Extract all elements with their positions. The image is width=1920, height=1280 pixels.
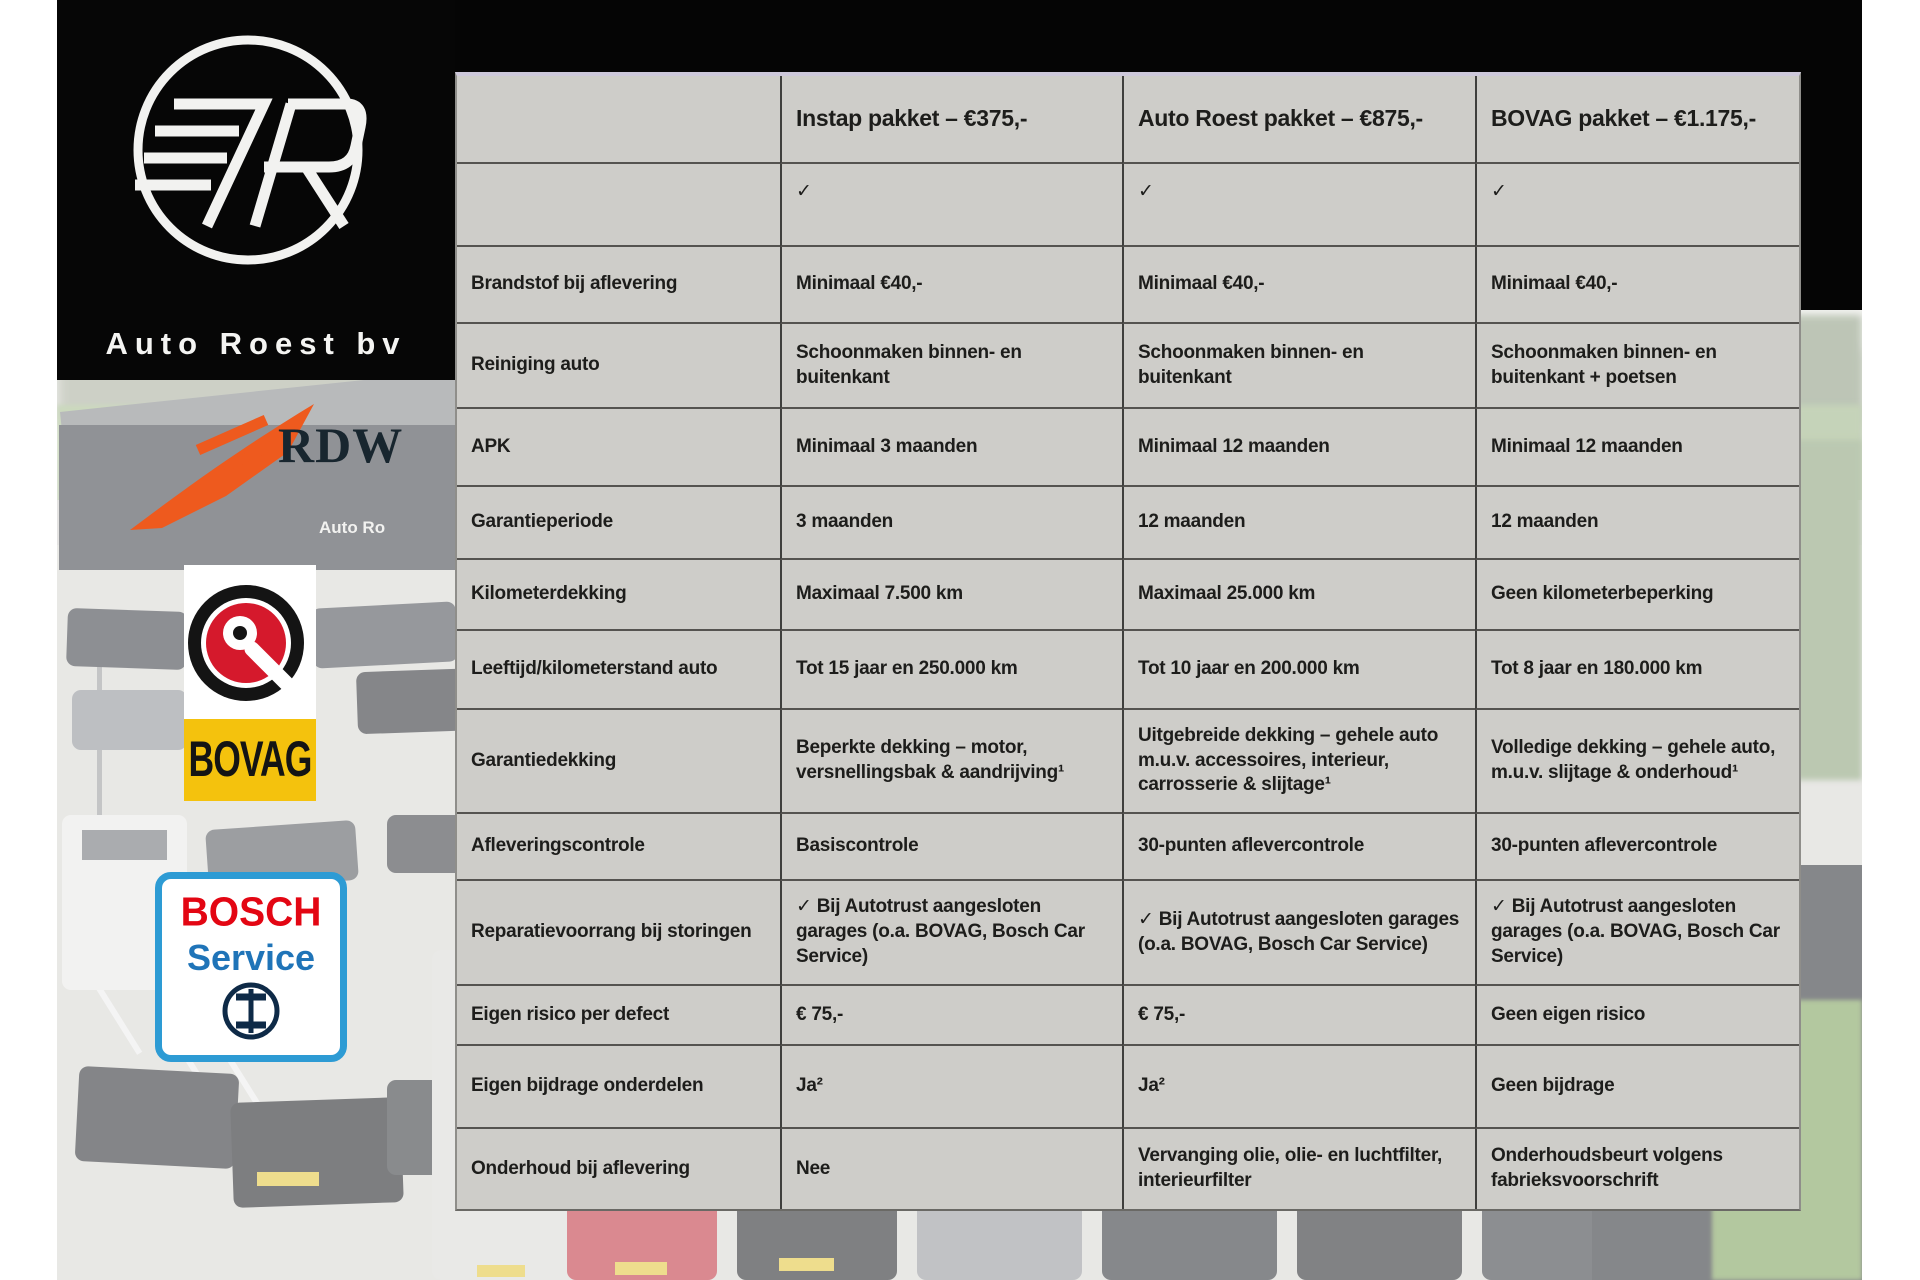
feature-value-cell: Minimaal 3 maanden [780, 409, 1122, 487]
feature-value-cell: Minimaal €40,- [780, 247, 1122, 324]
feature-value-cell: € 75,- [1122, 986, 1475, 1046]
feature-value-cell: Minimaal 12 maanden [1475, 409, 1799, 487]
feature-value-cell: Maximaal 7.500 km [780, 560, 1122, 631]
feature-value-cell: 30-punten aflevercontrole [1122, 814, 1475, 881]
bovag-logo [184, 565, 316, 801]
feature-label-cell: Leeftijd/kilometerstand auto [457, 631, 780, 710]
bosch-armature-icon [216, 981, 286, 1043]
bosch-service-label: Service [186, 937, 316, 978]
feature-value-cell: Tot 10 jaar en 200.000 km [1122, 631, 1475, 710]
bosch-service-logo [155, 872, 347, 1062]
feature-value-cell: Basiscontrole [780, 814, 1122, 881]
feature-label-cell: APK [457, 409, 780, 487]
bosch-wordmark: BOSCH [180, 889, 322, 936]
package-comparison-table [455, 72, 1801, 1211]
feature-value-cell: Minimaal €40,- [1475, 247, 1799, 324]
package-column-header: Auto Roest pakket – €875,- [1122, 76, 1475, 164]
feature-value-cell: Minimaal €40,- [1122, 247, 1475, 324]
feature-value-cell: Ja² [1122, 1046, 1475, 1129]
bovag-yellow-bar [184, 719, 316, 801]
package-column-header: BOVAG pakket – €1.175,- [1475, 76, 1799, 164]
feature-label-cell: Brandstof bij aflevering [457, 247, 780, 324]
feature-label-cell: Garantiedekking [457, 710, 780, 814]
feature-label-cell: Reiniging auto [457, 324, 780, 409]
auto-roest-logo-icon [57, 0, 455, 300]
feature-value-cell: Nee [780, 1129, 1122, 1209]
feature-value-cell: Uitgebreide dekking – gehele auto m.u.v. accessoires, interieur, carrosserie & slijtage¹ [1122, 710, 1475, 814]
feature-value-cell: Minimaal 12 maanden [1122, 409, 1475, 487]
feature-value-cell: Tot 8 jaar en 180.000 km [1475, 631, 1799, 710]
feature-value-cell: Ja² [780, 1046, 1122, 1129]
feature-value-cell: Schoonmaken binnen- en buitenkant [780, 324, 1122, 409]
feature-label-cell: Garantieperiode [457, 487, 780, 560]
feature-value-cell: ✓ [1122, 164, 1475, 247]
bovag-wrench-icon [184, 565, 316, 719]
feature-value-cell: 12 maanden [1122, 487, 1475, 560]
package-column-header: Instap pakket – €375,- [780, 76, 1122, 164]
building-sign: Auto Ro [319, 518, 386, 537]
brand-name: Auto Roest bv [105, 326, 407, 361]
feature-value-cell: ✓ [1475, 164, 1799, 247]
feature-value-cell: Onderhoudsbeurt volgens fabrieksvoorschrift [1475, 1129, 1799, 1209]
feature-label-cell [457, 164, 780, 247]
feature-value-cell: Tot 15 jaar en 250.000 km [780, 631, 1122, 710]
feature-value-cell: 30-punten aflevercontrole [1475, 814, 1799, 881]
feature-value-cell: ✓ [780, 164, 1122, 247]
feature-value-cell: 12 maanden [1475, 487, 1799, 560]
bovag-wordmark: BOVAG [188, 731, 312, 787]
feature-value-cell: ✓ Bij Autotrust aangesloten garages (o.a. BOVAG, Bosch Car Service) [1475, 881, 1799, 986]
rdw-logo [128, 398, 418, 538]
feature-value-cell: ✓ Bij Autotrust aangesloten garages (o.a. BOVAG, Bosch Car Service) [780, 881, 1122, 986]
feature-value-cell: Geen kilometerbeperking [1475, 560, 1799, 631]
feature-header-cell [457, 76, 780, 164]
feature-value-cell: Geen bijdrage [1475, 1046, 1799, 1129]
feature-label-cell: Eigen risico per defect [457, 986, 780, 1046]
bovag-emblem [184, 565, 316, 719]
feature-label-cell: Kilometerdekking [457, 560, 780, 631]
feature-value-cell: Geen eigen risico [1475, 986, 1799, 1046]
feature-value-cell: € 75,- [780, 986, 1122, 1046]
feature-label-cell: Reparatievoorrang bij storingen [457, 881, 780, 986]
feature-value-cell: Volledige dekking – gehele auto, m.u.v. slijtage & onderhoud¹ [1475, 710, 1799, 814]
feature-value-cell: Maximaal 25.000 km [1122, 560, 1475, 631]
rdw-wordmark: RDW [278, 417, 404, 473]
feature-value-cell: Schoonmaken binnen- en buitenkant [1122, 324, 1475, 409]
feature-value-cell: 3 maanden [780, 487, 1122, 560]
feature-label-cell: Onderhoud bij aflevering [471, 1157, 690, 1179]
feature-value-cell: Beperkte dekking – motor, versnellingsbak & aandrijving¹ [780, 710, 1122, 814]
feature-value-cell: Schoonmaken binnen- en buitenkant + poetsen [1475, 324, 1799, 409]
feature-label-cell: Eigen bijdrage onderdelen [457, 1046, 780, 1129]
feature-value-cell: Vervanging olie, olie- en luchtfilter, interieurfilter [1122, 1129, 1475, 1209]
feature-label-cell: Afleveringscontrole [457, 814, 780, 881]
brand-logo-box [57, 0, 455, 380]
feature-value-cell: ✓ Bij Autotrust aangesloten garages (o.a. BOVAG, Bosch Car Service) [1122, 881, 1475, 986]
